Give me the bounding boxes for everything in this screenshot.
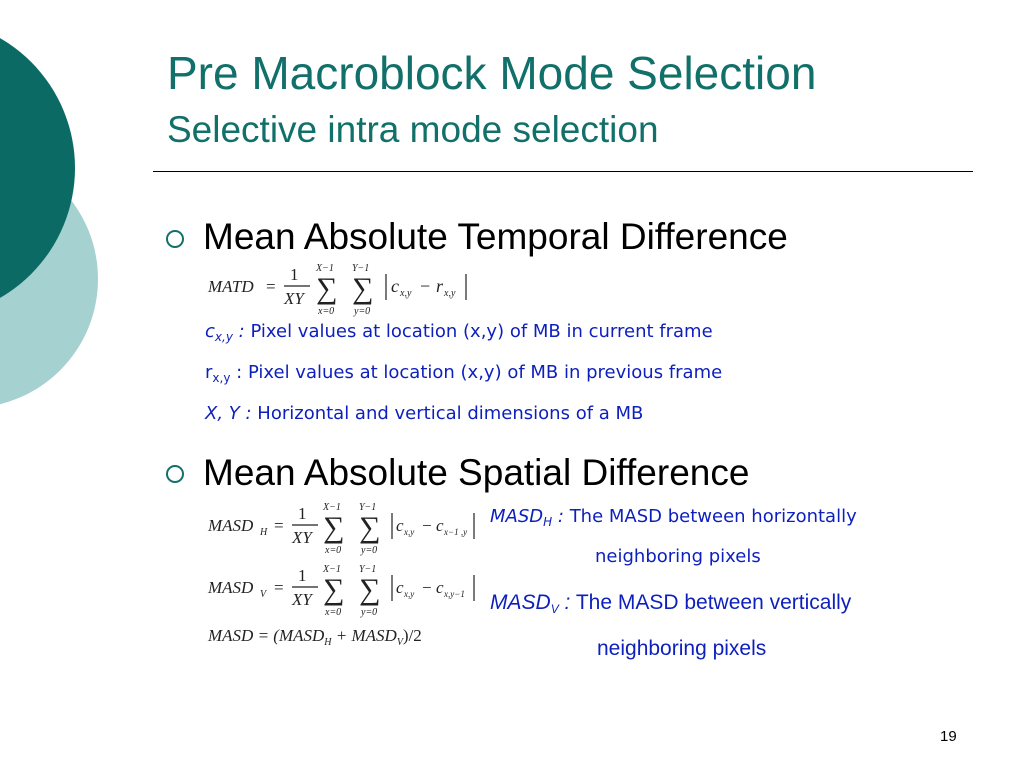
svg-text:x,y: x,y [404,527,415,537]
svg-text:y=0: y=0 [361,545,378,556]
svg-text:x−1 ,y: x−1 ,y [444,527,468,537]
matd-formula [206,258,476,320]
svg-text:x=0: x=0 [325,607,342,618]
matd-heading: Mean Absolute Temporal Difference [203,216,788,257]
page-number: 19 [940,728,957,745]
svg-text:X−1: X−1 [323,564,341,575]
formula-frac-den: XY [284,289,304,308]
masd-v-formula [206,562,481,622]
svg-text:MASD: MASD [208,516,254,535]
svg-text:=: = [274,578,284,597]
formula-lhs: MATD [208,277,254,296]
svg-text:x,y−1: x,y−1 [444,589,465,599]
definition-masd-v: $MASD_V$ : The MASD between vertically [490,591,852,616]
svg-text:x,y: x,y [404,589,415,599]
definition-masd-h: $MASD_H$ : The MASD between horizontally [490,506,857,529]
svg-text:=: = [274,516,284,535]
svg-text:Y−1: Y−1 [352,263,370,274]
masd-heading: Mean Absolute Spatial Difference [203,452,750,493]
svg-text:X−1: X−1 [316,263,334,274]
definition-masd-v-continuation: neighboring pixels [597,637,767,660]
svg-text:x=0: x=0 [325,545,342,556]
svg-text:y=0: y=0 [354,306,371,317]
svg-text:∑: ∑ [352,272,374,305]
svg-text:Y−1: Y−1 [359,502,377,513]
svg-text:x,y: x,y [400,288,412,299]
svg-text:c: c [391,276,399,296]
definition-xy: X, Y : Horizontal and vertical dimensions of a MB [205,403,644,424]
svg-text:∑: ∑ [359,573,381,606]
svg-text:−: − [422,578,432,597]
svg-text:1: 1 [298,566,307,585]
svg-text:Y−1: Y−1 [359,564,377,575]
svg-text:x,y: x,y [444,288,456,299]
svg-text:r: r [436,276,444,296]
svg-text:1: 1 [298,504,307,523]
slide-subtitle: Selective intra mode selection [167,109,659,150]
svg-text:=: = [266,277,276,296]
svg-text:c: c [436,516,444,535]
svg-text:XY: XY [292,528,312,547]
definition-masd-h-continuation: neighboring pixels [595,546,761,567]
svg-text:∑: ∑ [359,511,381,544]
svg-text:y=0: y=0 [361,607,378,618]
bullet-circle-icon [166,465,184,483]
masd-h-formula [206,498,481,558]
svg-text:∑: ∑ [316,272,338,305]
svg-text:c: c [436,578,444,597]
svg-text:MASD = (MASDH + MASDV)/2: MASD = ($MASD_H$ + $MASD_V)/2$ [208,626,422,648]
svg-text:c: c [396,578,404,597]
definition-cxy: $c_{x,y}$ : Pixel values at location (x,y) of MB in current frame [205,321,713,344]
svg-text:XY: XY [292,590,312,609]
svg-text:x=0: x=0 [318,306,335,317]
svg-text:−: − [422,516,432,535]
svg-text:∑: ∑ [323,511,345,544]
bullet-circle-icon [166,230,184,248]
svg-text:X−1: X−1 [323,502,341,513]
svg-text:H: H [260,527,268,538]
svg-text:∑: ∑ [323,573,345,606]
svg-text:−: − [420,276,431,296]
formula-frac-num: 1 [290,265,299,284]
masd-total-formula [206,622,476,652]
svg-text:c: c [396,516,404,535]
definition-rxy: $r_{x,y}$ : Pixel values at location (x,y) of MB in previous frame [205,362,723,385]
svg-text:MASD: MASD [208,578,254,597]
svg-text:V: V [260,589,267,600]
slide-title: Pre Macroblock Mode Selection [167,47,817,99]
title-divider [153,171,973,172]
